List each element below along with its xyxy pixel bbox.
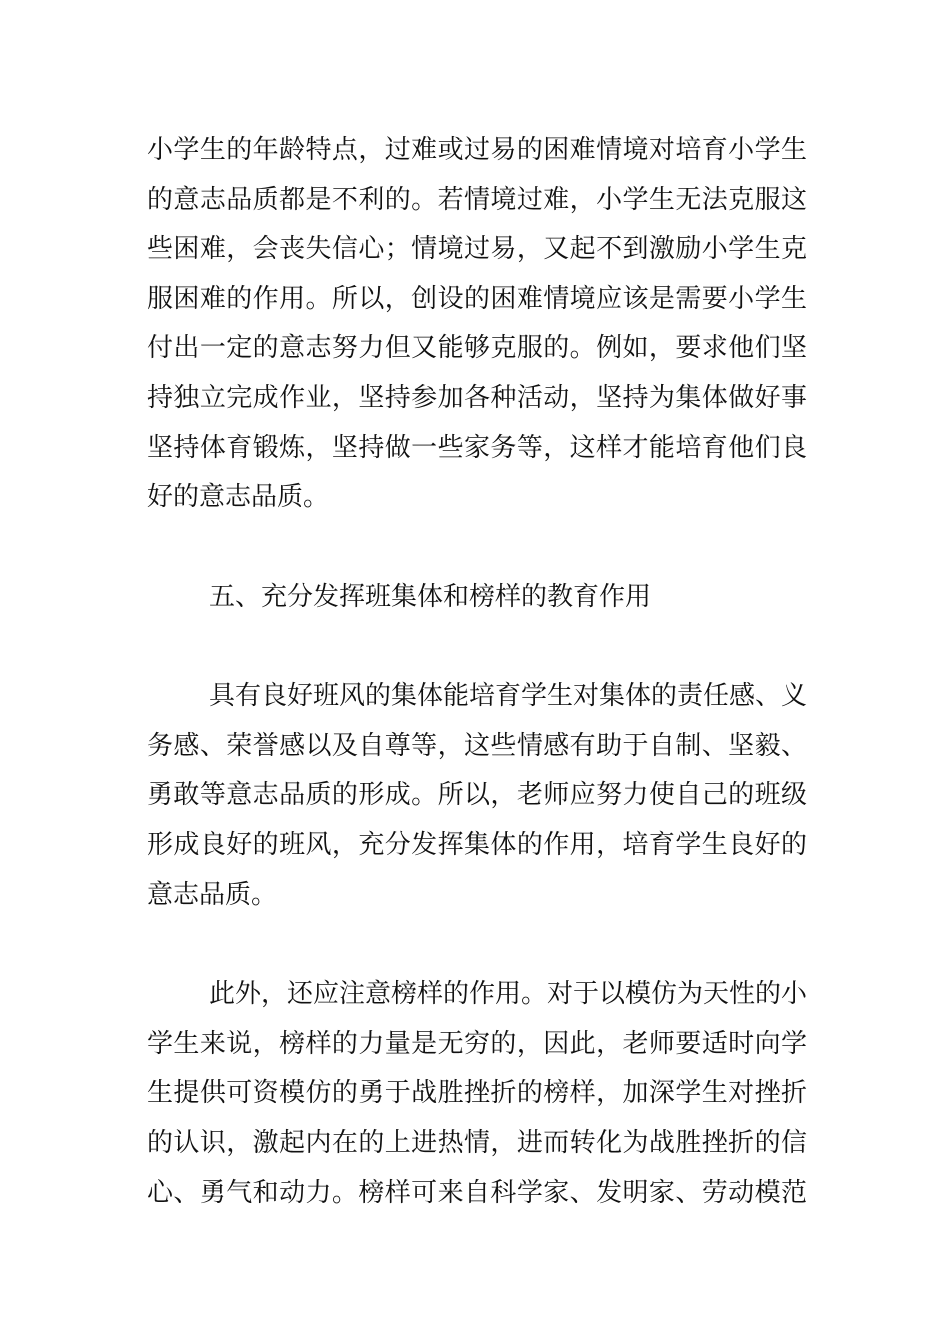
text-line: 学生来说，榜样的力量是无穷的，因此，老师要适时向学 xyxy=(147,1029,807,1059)
text-line: 付出一定的意志努力但又能够克服的。例如，要求他们坚 xyxy=(147,333,807,363)
text-line: 的意志品质都是不利的。若情境过难，小学生无法克服这 xyxy=(147,185,807,215)
text-line: 勇敢等意志品质的形成。所以，老师应努力使自己的班级 xyxy=(147,780,807,810)
section-heading: 五、充分发挥班集体和榜样的教育作用 xyxy=(209,582,652,612)
text-line: 服困难的作用。所以，创设的困难情境应该是需要小学生 xyxy=(147,284,807,314)
text-line: 好的意志品质。 xyxy=(147,482,330,512)
text-line: 意志品质。 xyxy=(147,880,278,910)
text-line: 心、勇气和动力。榜样可来自科学家、发明家、劳动模范 xyxy=(147,1178,807,1208)
text-line: 持独立完成作业，坚持参加各种活动，坚持为集体做好事 xyxy=(147,383,807,413)
text-line: 此外，还应注意榜样的作用。对于以模仿为天性的小 xyxy=(209,979,807,1009)
text-line: 生提供可资模仿的勇于战胜挫折的榜样，加深学生对挫折 xyxy=(147,1078,807,1108)
text-line: 形成良好的班风，充分发挥集体的作用，培育学生良好的 xyxy=(147,830,807,860)
text-line: 些困难，会丧失信心；情境过易，又起不到激励小学生克 xyxy=(147,234,807,264)
text-line: 小学生的年龄特点，过难或过易的困难情境对培育小学生 xyxy=(147,135,807,165)
text-line: 的认识，激起内在的上进热情，进而转化为战胜挫折的信 xyxy=(147,1128,807,1158)
text-line: 具有良好班风的集体能培育学生对集体的责任感、义 xyxy=(209,681,807,711)
text-line: 坚持体育锻炼，坚持做一些家务等，这样才能培育他们良 xyxy=(147,433,807,463)
text-line: 务感、荣誉感以及自尊等，这些情感有助于自制、坚毅、 xyxy=(147,731,807,761)
